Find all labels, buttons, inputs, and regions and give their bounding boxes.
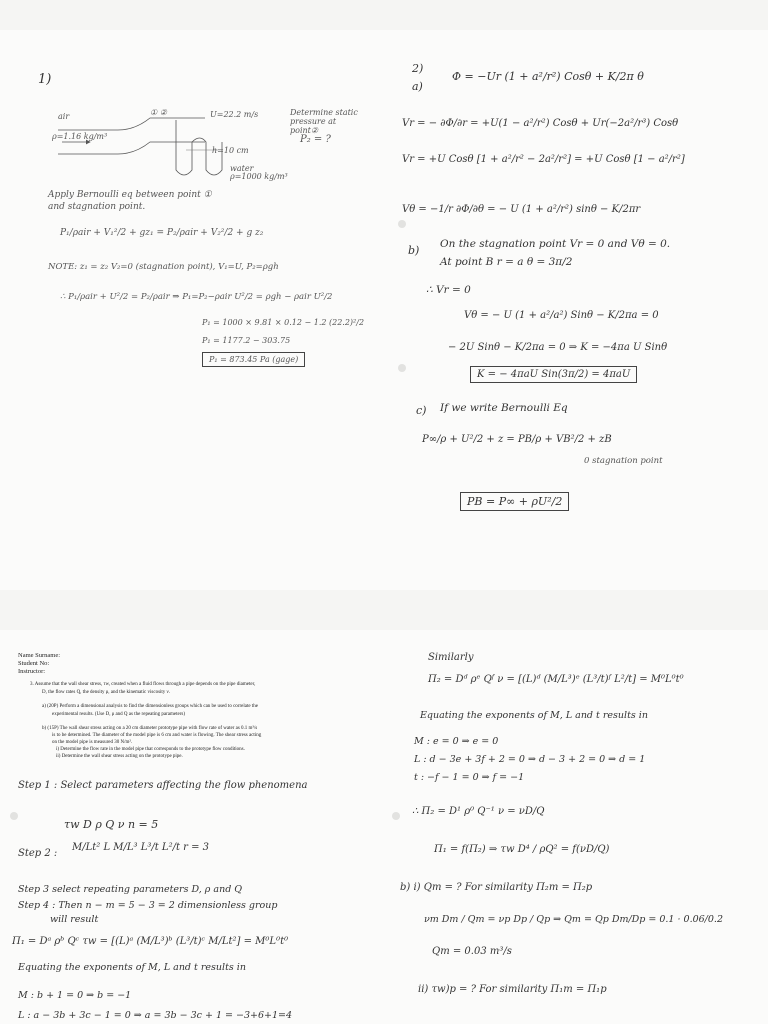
t-exponent-eq-2: t : −f − 1 = 0 ⇒ f = −1 (414, 772, 525, 783)
punch-hole (392, 812, 400, 820)
page-question-2 (384, 30, 768, 590)
bernoulli-intro: If we write Bernoulli Eq (440, 402, 568, 414)
vtheta-equation: Vθ = −1/r ∂Φ/∂θ = − U (1 + a²/r²) sinθ − K/2πr (402, 204, 641, 215)
name-field: Name Surname: (18, 652, 61, 659)
similarly-label: Similarly (428, 652, 474, 663)
pi-relation: Π₁ = f(Π₂) ⇒ τw D⁴ / ρQ² = f(νD/Q) (434, 844, 610, 855)
punch-hole (398, 364, 406, 372)
question-3b-line-2: is to be determined. The diameter of the model pipe is 6 cm and water is flowing. The shear stress acting (52, 733, 262, 738)
question-3b-line-4: i) Determine the flow rate in the model pipe that corresponds to the prototype flow conditions. (56, 747, 245, 752)
potential-equation: Φ = −Ur (1 + a²/r²) Cosθ + K/2π θ (452, 70, 644, 83)
apply-line-2: and stagnation point. (48, 202, 146, 212)
flow-rate-result: Qm = 0.03 m³/s (432, 946, 512, 957)
question-3b-line-1: b) (15P) The wall shear stress acting on a 20 cm diameter prototype pipe with flow rate of water as 0.1 m³/s (42, 726, 258, 731)
m-exponent-eq: M : b + 1 = 0 ⇒ b = −1 (18, 990, 132, 1001)
stagnation-condition: On the stagnation point Vr = 0 and Vθ = 0. (440, 238, 671, 250)
question-3a-line-1: a) (20P) Perform a dimensional analysis to find the dimensionless groups which can be used to correlate the (42, 704, 258, 709)
question-3a-line-2: experimental results. (Use D, ρ and Q as the repeating parameters) (52, 712, 186, 717)
calc-line-2: P₁ = 1177.2 − 303.75 (202, 336, 291, 345)
question-3-line-2: D, the flow rates Q, the density ρ, and the kinematic viscosity ν. (42, 690, 171, 695)
step-4-cont: will result (50, 914, 99, 925)
determine-note: Determine static pressure at point② (290, 108, 358, 135)
vr-derivation: Vr = − ∂Φ/∂r = +U(1 − a²/r²) Cosθ + Ur(−2a²/r³) Cosθ (402, 118, 679, 129)
vr-zero: ∴ Vr = 0 (426, 284, 471, 296)
height-label: h=10 cm (212, 146, 249, 155)
question-3-line-1: 3. Assume that the wall shear stress, τw, created when a fluid flows through a pipe depends on the pipe diameter, (30, 682, 256, 687)
step-4: Step 4 : Then n − m = 5 − 3 = 2 dimensionless group (18, 900, 278, 911)
p2-question: P₂ = ? (300, 134, 331, 145)
l-exponent-eq-2: L : d − 3e + 3f + 2 = 0 ⇒ d − 3 + 2 = 0 ⇒ d = 1 (414, 754, 646, 765)
apply-line-1: Apply Bernoulli eq between point ① (48, 190, 212, 200)
k-result-box: K = − 4πaU Sin(3π/2) = 4πaU (470, 366, 637, 383)
vtheta-stagnation: Vθ = − U (1 + a²/a²) Sinθ − K/2πa = 0 (464, 310, 659, 321)
equating-exponents: Equating the exponents of M, L and t results in (18, 962, 246, 973)
dimensions-row: M/Lt² L M/L³ L³/t L²/t r = 3 (72, 842, 210, 853)
part-c-label: c) (416, 404, 427, 417)
step-1: Step 1 : Select parameters affecting the flow phenomena (18, 780, 308, 791)
punch-hole (398, 220, 406, 228)
question-3b-line-3: on the model pipe is measured 30 N/m². (52, 740, 133, 745)
m-exponent-eq-2: M : e = 0 ⇒ e = 0 (414, 736, 499, 747)
step-3: Step 3 select repeating parameters D, ρ and Q (18, 884, 243, 895)
water-label: water (230, 164, 254, 173)
part-b-label: b) (408, 244, 420, 257)
bernoulli-stagnation-eq: P∞/ρ + U²/2 + z = PB/ρ + VB²/2 + zB (422, 434, 612, 445)
part-b-i: b) i) Qm = ? For similarity Π₂m = Π₂p (400, 882, 593, 893)
question-number: 1) (38, 72, 52, 87)
page-question-3-continued (384, 630, 768, 1024)
instructor-field: Instructor: (18, 668, 46, 675)
pi1-equation: Π₁ = Dᵃ ρᵇ Qᶜ τw = [(L)ᵃ (M/L³)ᵇ (L³/t)ᶜ M/Lt²] = M⁰L⁰t⁰ (12, 936, 289, 947)
vr-result: Vr = +U Cosθ [1 + a²/r² − 2a²/r²] = +U Cosθ [1 − a²/r²] (402, 154, 685, 165)
derivation-line: ∴ P₁/ρair + U²/2 = P₂/ρair ⇒ P₁=P₂−ρair U²/2 = ρgh − ρair U²/2 (60, 292, 333, 302)
point-b-condition: At point B r = a θ = 3π/2 (440, 256, 573, 268)
air-density: ρ=1.16 kg/m³ (52, 132, 108, 141)
note-line: NOTE: z₁ = z₂ V₂=0 (stagnation point), V₁=U, P₂=ρgh (48, 262, 279, 272)
stagnation-note: 0 stagnation point (584, 456, 663, 466)
velocity-label: U=22.2 m/s (210, 110, 259, 119)
question-number: 2) (412, 62, 424, 75)
water-density: ρ=1000 kg/m³ (230, 172, 288, 181)
k-derivation: − 2U Sinθ − K/2πa = 0 ⇒ K = −4πa U Sinθ (448, 342, 668, 353)
l-exponent-eq: L : a − 3b + 3c − 1 = 0 ⇒ a = 3b − 3c + 1 = −3+6+1=4 (18, 1010, 293, 1021)
pb-result-box: PB = P∞ + ρU²/2 (460, 492, 569, 511)
air-label: air (58, 112, 70, 121)
part-a-label: a) (412, 80, 423, 93)
variables-row: τw D ρ Q ν n = 5 (64, 818, 159, 831)
question-3b-line-5: ii) Determine the wall shear stress acting on the prototype pipe. (56, 754, 183, 759)
point-labels: ① ② (150, 108, 167, 117)
pi2-equation: Π₂ = Dᵈ ρᵉ Qᶠ ν = [(L)ᵈ (M/L³)ᵉ (L³/t)ᶠ L²/t] = M⁰L⁰t⁰ (428, 674, 684, 685)
punch-hole (10, 812, 18, 820)
result-box: P₁ = 873.45 Pa (gage) (202, 352, 305, 367)
step-2: Step 2 : (18, 848, 58, 859)
bernoulli-equation: P₁/ρair + V₁²/2 + gz₁ = P₂/ρair + V₂²/2 + g z₂ (60, 228, 264, 238)
calc-line-1: P₁ = 1000 × 9.81 × 0.12 − 1.2 (22.2)²/2 (202, 318, 365, 327)
equating-exponents-2: Equating the exponents of M, L and t results in (420, 710, 648, 721)
page-question-1 (0, 30, 384, 590)
flow-rate-similarity: νm Dm / Qm = νp Dp / Qp ⇒ Qm = Qp Dm/Dp = 0.1 · 0.06/0.2 (424, 914, 723, 925)
page-question-3 (0, 630, 384, 1024)
part-b-ii: ii) τw)p = ? For similarity Π₁m = Π₁p (418, 984, 607, 995)
student-field: Student No: (18, 660, 50, 667)
pi2-result: ∴ Π₂ = D¹ ρ⁰ Q⁻¹ ν = νD/Q (412, 806, 545, 817)
